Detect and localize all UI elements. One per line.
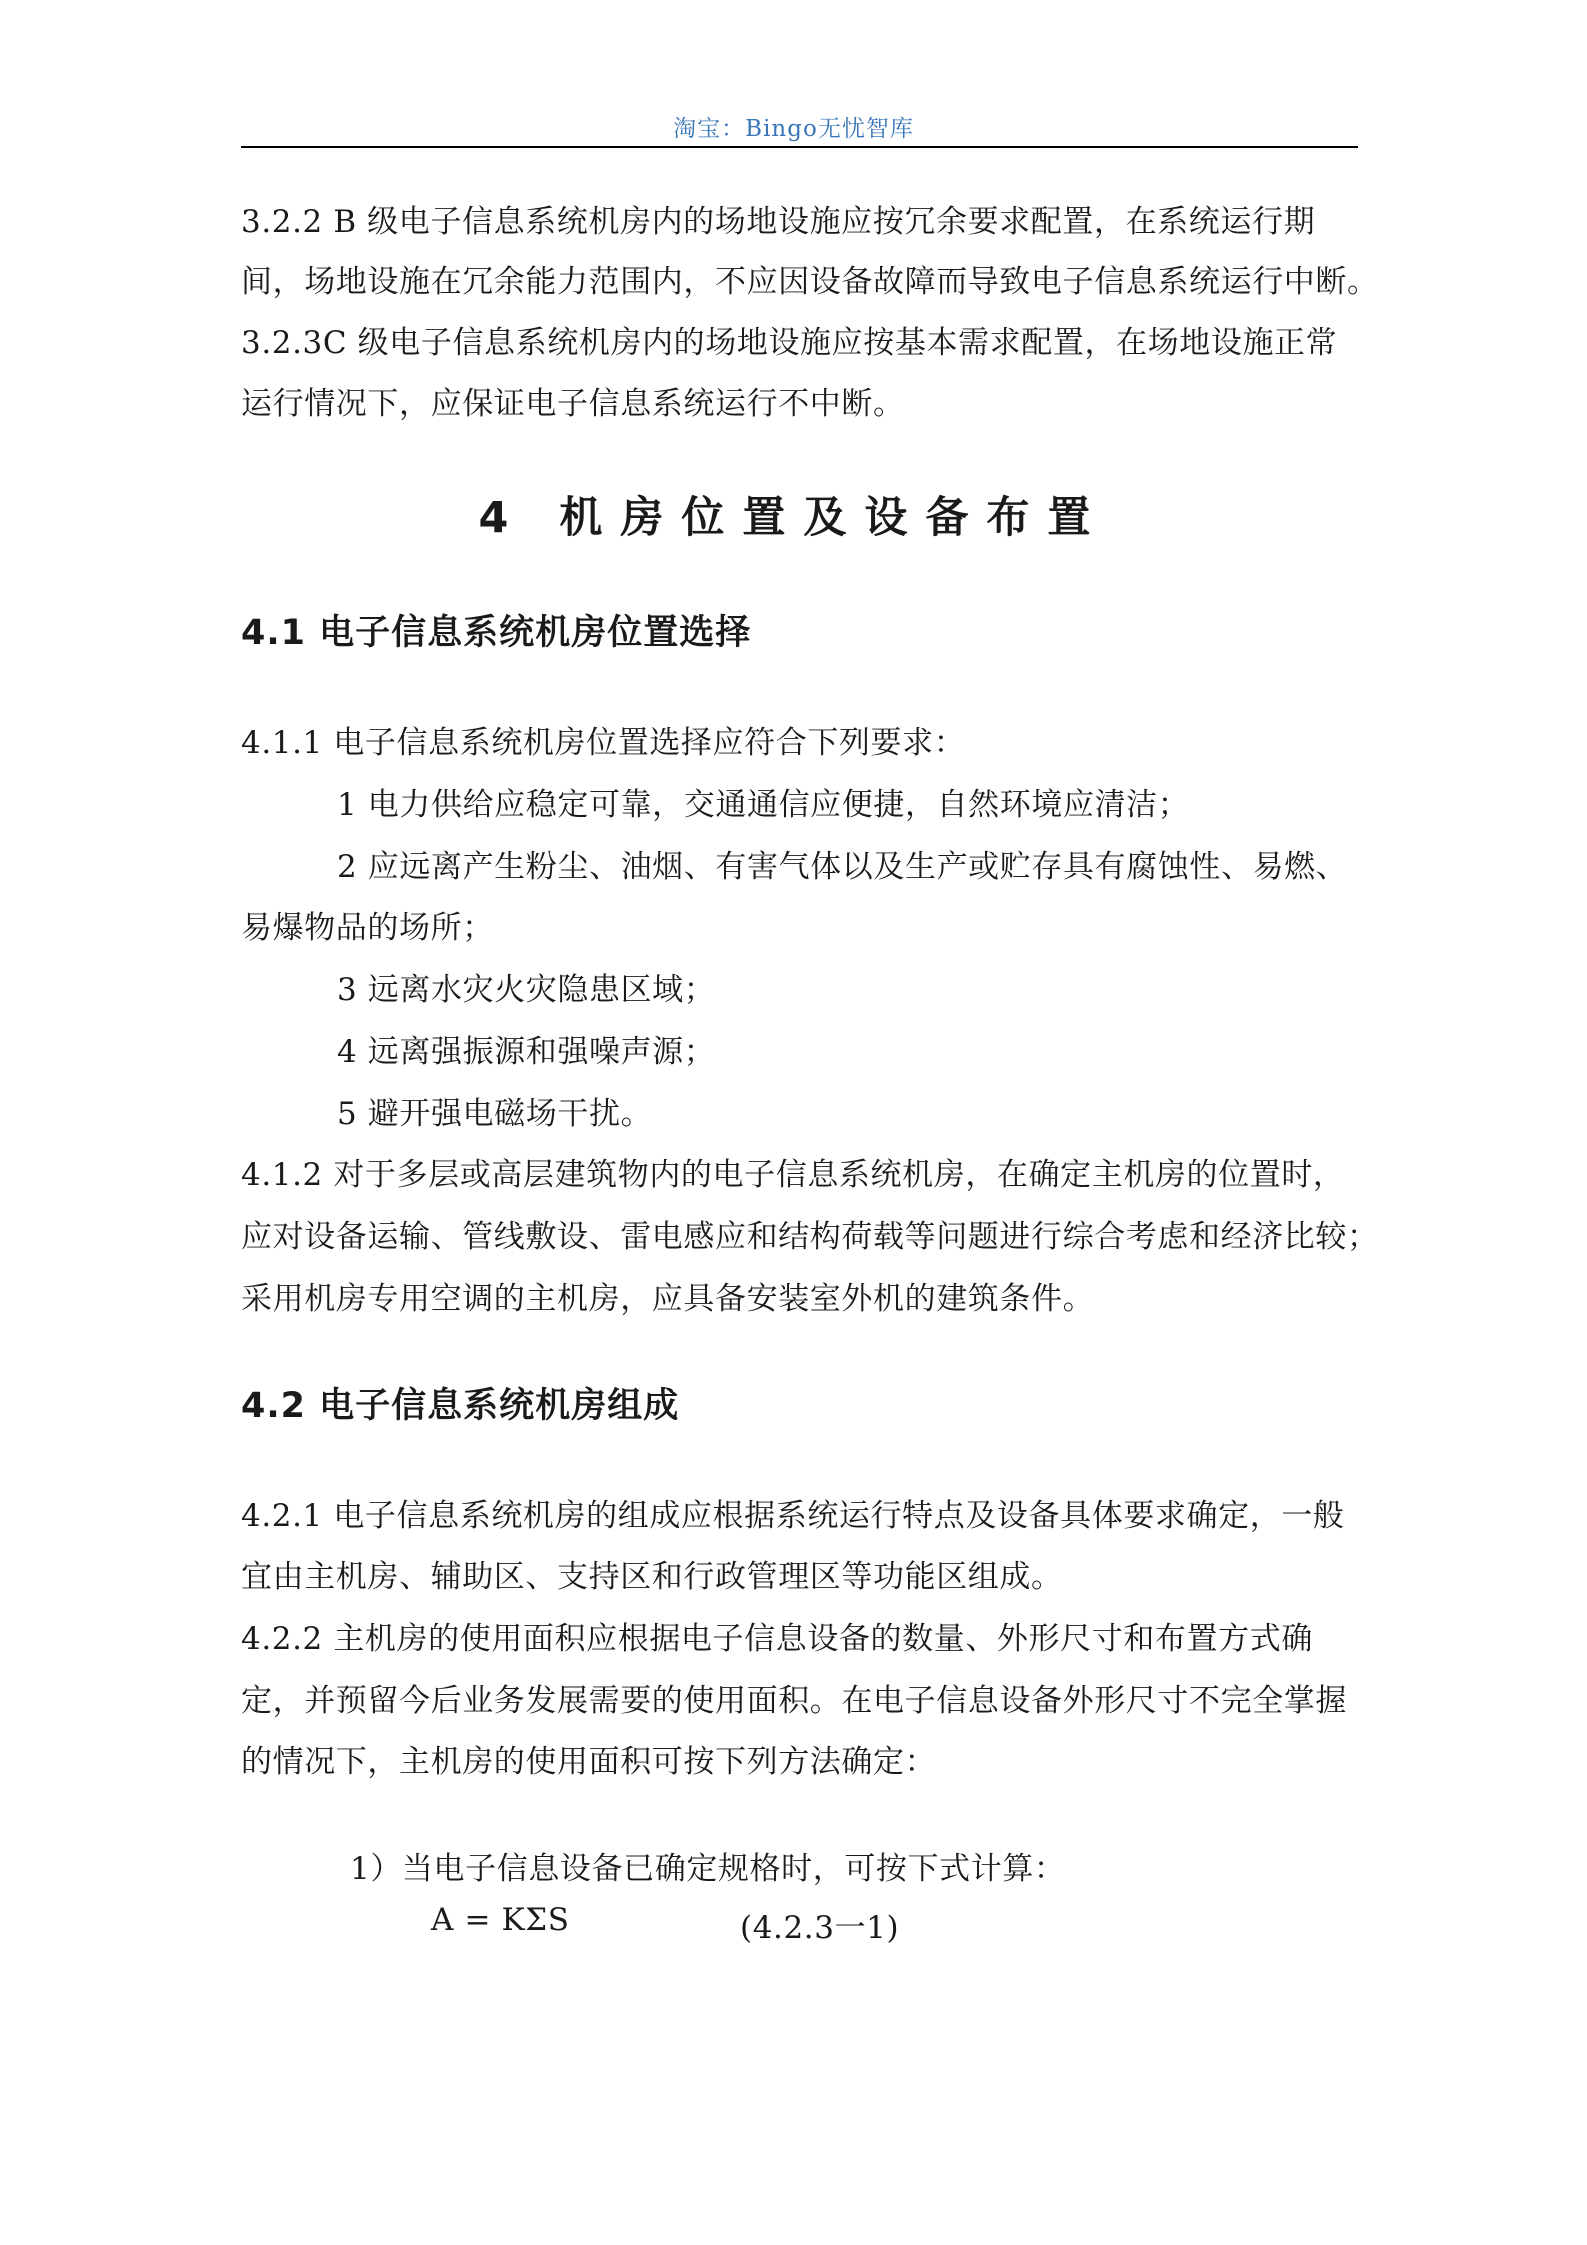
paragraph-4-2-2-line-2: 定，并预留今后业务发展需要的使用面积。在电子信息设备外形尺寸不完全掌握 <box>241 1683 1347 1719</box>
paragraph-4-2-2-line-1: 4.2.2 主机房的使用面积应根据电子信息设备的数量、外形尺寸和布置方式确 <box>241 1621 1313 1657</box>
paragraph-4-2-2-line-3: 的情况下，主机房的使用面积可按下列方法确定： <box>241 1744 937 1780</box>
paragraph-4-1-1: 4.1.1 电子信息系统机房位置选择应符合下列要求： <box>241 725 966 761</box>
paragraph-4-1-2-line-1: 4.1.2 对于多层或高层建筑物内的电子信息系统机房，在确定主机房的位置时， <box>241 1157 1345 1193</box>
formula-number: (4.2.3一1) <box>740 1910 900 1946</box>
chapter-4-heading: 4 机房位置及设备布置 <box>478 493 1109 543</box>
list-item-3: 3 远离水灾火灾隐患区域； <box>337 972 716 1008</box>
paragraph-4-1-2-line-2: 应对设备运输、管线敷设、雷电感应和结构荷载等问题进行综合考虑和经济比较； <box>241 1219 1379 1255</box>
list-item-2-line-1: 2 应远离产生粉尘、油烟、有害气体以及生产或贮存具有腐蚀性、易燃、 <box>337 849 1348 885</box>
calculation-item-1: 1）当电子信息设备已确定规格时，可按下式计算： <box>350 1851 1066 1887</box>
paragraph-4-1-2-line-3: 采用机房专用空调的主机房，应具备安装室外机的建筑条件。 <box>241 1281 1095 1317</box>
paragraph-4-2-1-line-1: 4.2.1 电子信息系统机房的组成应根据系统运行特点及设备具体要求确定，一般 <box>241 1498 1345 1534</box>
page-header: 淘宝：Bingo无忧智库 <box>673 116 914 142</box>
paragraph-3-2-3-line-1: 3.2.3C 级电子信息系统机房内的场地设施应按基本需求配置，在场地设施正常 <box>241 325 1338 361</box>
list-item-1: 1 电力供给应稳定可靠，交通通信应便捷，自然环境应清洁； <box>337 787 1190 823</box>
list-item-2-line-2: 易爆物品的场所； <box>241 910 494 946</box>
section-4-1-heading: 4.1 电子信息系统机房位置选择 <box>241 613 752 653</box>
paragraph-4-2-1-line-2: 宜由主机房、辅助区、支持区和行政管理区等功能区组成。 <box>241 1559 1063 1595</box>
list-item-4: 4 远离强振源和强噪声源； <box>337 1034 716 1070</box>
paragraph-3-2-2-line-2: 间，场地设施在冗余能力范围内，不应因设备故障而导致电子信息系统运行中断。 <box>241 264 1379 300</box>
header-rule <box>241 146 1358 148</box>
formula: A = KΣS <box>431 1902 570 1938</box>
section-4-2-heading: 4.2 电子信息系统机房组成 <box>241 1386 680 1426</box>
paragraph-3-2-2-line-1: 3.2.2 B 级电子信息系统机房内的场地设施应按冗余要求配置，在系统运行期 <box>241 204 1316 240</box>
paragraph-3-2-3-line-2: 运行情况下，应保证电子信息系统运行不中断。 <box>241 386 905 422</box>
list-item-5: 5 避开强电磁场干扰。 <box>337 1096 653 1132</box>
